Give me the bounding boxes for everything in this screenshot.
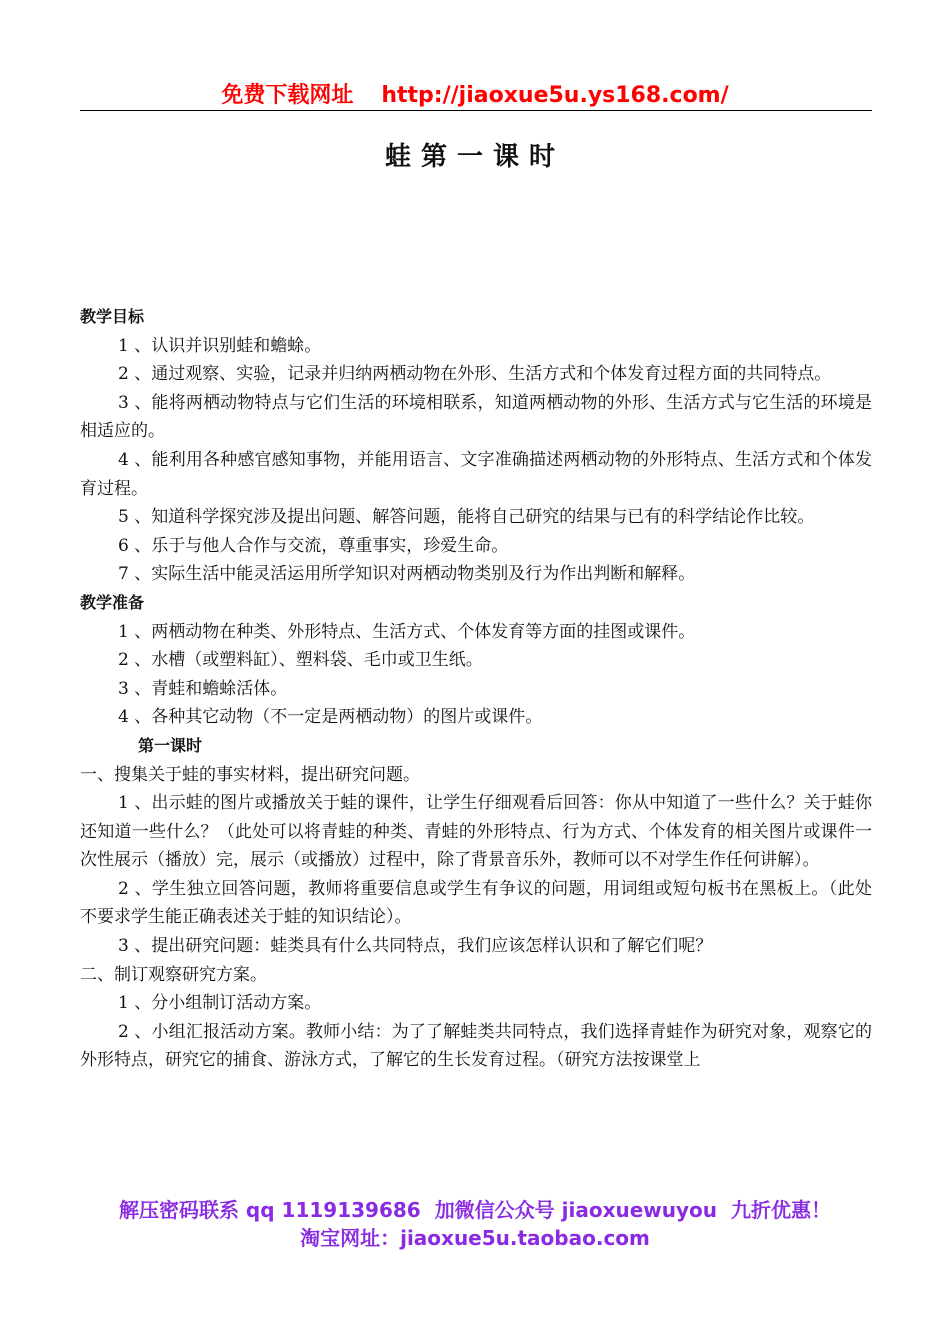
footer-line-1 <box>0 1196 950 1224</box>
lesson-heading: 第一课时 <box>138 735 203 755</box>
prep-item: 1 、两栖动物在种类、外形特点、生活方式、个体发育等方面的挂图或课件。 <box>118 621 696 642</box>
prep-item: 2 、水槽（或塑料缸）、塑料袋、毛巾或卫生纸。 <box>118 650 483 671</box>
prep-item: 3 、青蛙和蟾蜍活体。 <box>118 678 288 699</box>
part1-item: 3 、提出研究问题：蛙类具有什么共同特点，我们应该怎样认识和了解它们呢？ <box>118 936 713 957</box>
part2-item: 1 、分小组制订活动方案。 <box>118 993 322 1014</box>
prep-item: 4 、各种其它动物（不一定是两栖动物）的图片或课件。 <box>118 707 543 728</box>
goal-item: 1 、认识并识别蛙和蟾蜍。 <box>118 335 322 356</box>
part1-item: 2 、学生独立回答问题，教师将重要信息或学生有争议的问题，用词组或短句板书在黑板上。（此处不要求学生能正确表述关于蛙的知识结论）。 <box>80 878 872 928</box>
footer-wechat: 加微信公众号 jiaoxuewuyou <box>434 1198 718 1222</box>
goal-item: 2 、通过观察、实验，记录并归纳两栖动物在外形、生活方式和个体发育过程方面的共同特点。 <box>118 364 832 385</box>
header-divider <box>80 110 872 111</box>
promo-footer <box>0 1196 950 1252</box>
goal-item: 6 、乐于与他人合作与交流，尊重事实，珍爱生命。 <box>118 535 509 556</box>
part2-item: 2 、小组汇报活动方案。教师小结：为了了解蛙类共同特点，我们选择青蛙作为研究对象，观察它的外形特点，研究它的捕食、游泳方式，了解它的生长发育过程。（研究方法按课堂上 <box>80 1021 872 1071</box>
goal-item: 7 、实际生活中能灵活运用所学知识对两栖动物类别及行为作出判断和解释。 <box>118 564 696 585</box>
goal-item: 4 、能利用各种感官感知事物，并能用语言、文字准确描述两栖动物的外形特点、生活方式和个体发育过程。 <box>80 449 872 499</box>
part2-heading: 二、制订观察研究方案。 <box>80 964 267 985</box>
footer-taobao-link[interactable]: 淘宝网址：jiaoxue5u.taobao.com <box>300 1226 650 1250</box>
footer-discount: 九折优惠！ <box>731 1198 832 1222</box>
part1-item: 1 、出示蛙的图片或播放关于蛙的课件，让学生仔细观看后回答：你从中知道了一些什么？关于蛙你还知道一些什么？（此处可以将青蛙的种类、青蛙的外形特点、行为方式、个体发育的相关图片或课件一次性展示（播放）完，展示（或播放）过程中，除了背景音乐外，教师可以不对学生作任何讲解）。 <box>80 793 872 871</box>
goal-item: 3 、能将两栖动物特点与它们生活的环境相联系，知道两栖动物的外形、生活方式与它生活的环境是相适应的。 <box>80 392 872 442</box>
part1-heading: 一、搜集关于蛙的事实材料，提出研究问题。 <box>80 764 420 785</box>
document-body <box>80 303 872 1075</box>
document-title: 蛙第一课时 <box>384 142 565 172</box>
download-header <box>0 78 950 109</box>
prep-heading: 教学准备 <box>80 592 145 612</box>
goals-heading: 教学目标 <box>80 307 145 326</box>
footer-contact-qq: 解压密码联系 qq 1119139686 <box>118 1198 421 1222</box>
header-url-link[interactable]: http://jiaoxue5u.ys168.com/ <box>381 83 729 108</box>
goal-item: 5 、知道科学探究涉及提出问题、解答问题，能将自己研究的结果与已有的科学结论作比较。 <box>118 507 815 528</box>
header-label: 免费下载网址 <box>221 83 354 108</box>
